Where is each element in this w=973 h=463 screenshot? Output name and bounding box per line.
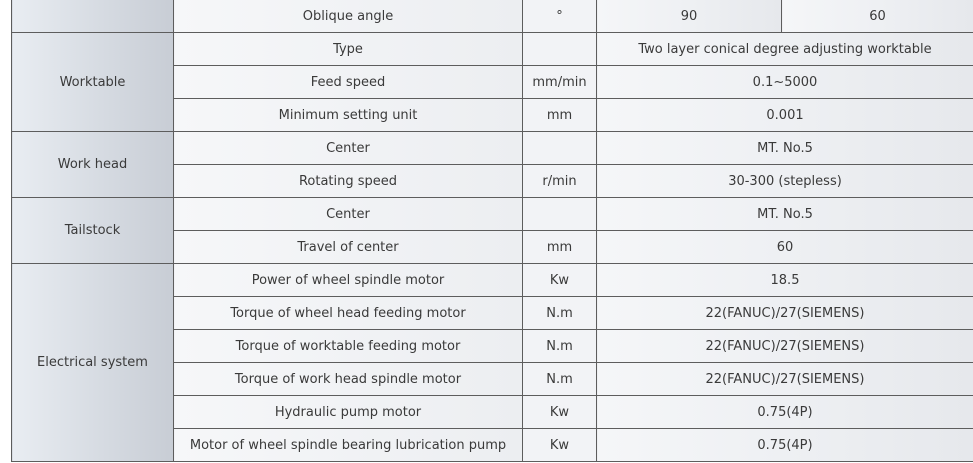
table-row — [12, 33, 973, 66]
value-cell: 0.1~5000 — [597, 66, 973, 99]
value-cell: 30-300 (stepless) — [597, 165, 973, 198]
unit-cell: mm/min — [523, 66, 597, 99]
unit-cell — [523, 198, 597, 231]
table-row — [12, 0, 973, 33]
group-cell: Tailstock — [12, 198, 174, 264]
value-cell: 0.75(4P) — [597, 429, 973, 462]
value-cell: 60 — [782, 0, 973, 33]
item-cell: Torque of wheel head feeding motor — [174, 297, 523, 330]
item-cell: Motor of wheel spindle bearing lubrication pump — [174, 429, 523, 462]
item-cell: Hydraulic pump motor — [174, 396, 523, 429]
unit-cell: mm — [523, 231, 597, 264]
value-cell: MT. No.5 — [597, 132, 973, 165]
item-cell: Torque of worktable feeding motor — [174, 330, 523, 363]
value-cell: 60 — [597, 231, 973, 264]
item-cell: Rotating speed — [174, 165, 523, 198]
unit-cell: ° — [523, 0, 597, 33]
unit-cell: Kw — [523, 429, 597, 462]
value-cell: Two layer conical degree adjusting worktable — [597, 33, 973, 66]
item-cell: Torque of work head spindle motor — [174, 363, 523, 396]
item-cell: Feed speed — [174, 66, 523, 99]
unit-cell: N.m — [523, 297, 597, 330]
item-cell: Type — [174, 33, 523, 66]
table-row — [12, 132, 973, 165]
value-cell: 18.5 — [597, 264, 973, 297]
item-cell: Oblique angle — [174, 0, 523, 33]
item-cell: Minimum setting unit — [174, 99, 523, 132]
group-cell — [12, 0, 174, 33]
value-cell: 22(FANUC)/27(SIEMENS) — [597, 297, 973, 330]
unit-cell: mm — [523, 99, 597, 132]
unit-cell: Kw — [523, 264, 597, 297]
unit-cell — [523, 33, 597, 66]
unit-cell: Kw — [523, 396, 597, 429]
table-row — [12, 198, 973, 231]
item-cell: Center — [174, 132, 523, 165]
group-cell: Worktable — [12, 33, 174, 132]
item-cell: Center — [174, 198, 523, 231]
table-row — [12, 264, 973, 297]
specification-table — [11, 0, 973, 462]
value-cell: 22(FANUC)/27(SIEMENS) — [597, 363, 973, 396]
unit-cell: N.m — [523, 330, 597, 363]
value-cell: 22(FANUC)/27(SIEMENS) — [597, 330, 973, 363]
unit-cell: r/min — [523, 165, 597, 198]
value-cell: 0.75(4P) — [597, 396, 973, 429]
item-cell: Travel of center — [174, 231, 523, 264]
value-cell: 90 — [597, 0, 782, 33]
value-cell: 0.001 — [597, 99, 973, 132]
item-cell: Power of wheel spindle motor — [174, 264, 523, 297]
group-cell: Electrical system — [12, 264, 174, 462]
value-cell: MT. No.5 — [597, 198, 973, 231]
unit-cell — [523, 132, 597, 165]
unit-cell: N.m — [523, 363, 597, 396]
group-cell: Work head — [12, 132, 174, 198]
